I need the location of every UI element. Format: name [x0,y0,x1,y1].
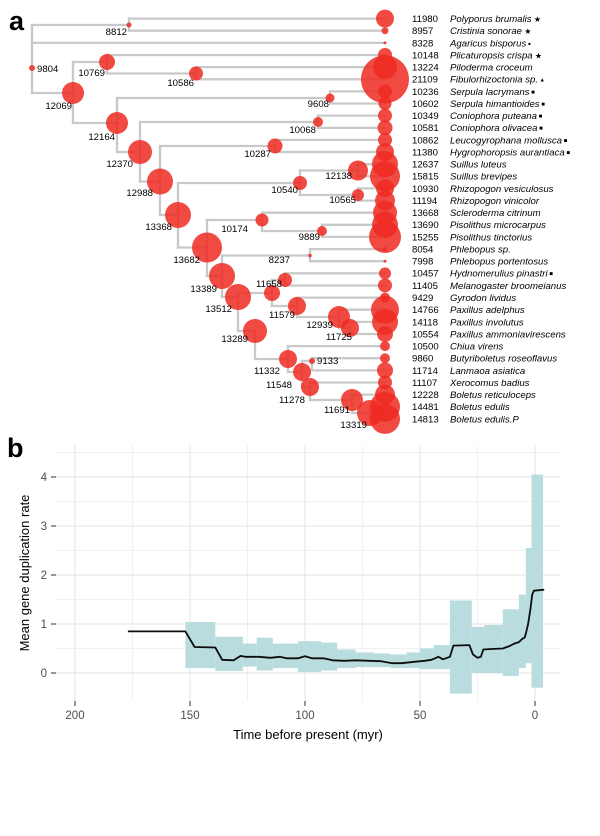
tip-gene-count: 14813 [412,414,439,426]
node-label: 13512 [205,304,232,315]
tip-duplication-circle [380,341,390,351]
panel-a-label: a [9,6,25,36]
y-axis-tick-label: 3 [40,521,47,533]
internal-node-circle [106,112,128,134]
node-label: 11691 [324,405,350,416]
tip-gene-count: 10581 [412,123,439,135]
tip-species-name: Phlebopus portentosus [450,256,549,268]
y-axis-tick-label: 4 [40,472,47,484]
node-label: 12939 [306,320,333,331]
node-label: 10769 [78,68,105,79]
internal-node-circle [308,254,312,258]
tip-species-name: Agaricus bisporus ● [450,38,532,50]
tip-gene-count: 9429 [412,292,434,304]
tip-species-name: Polyporus brumalis ★ [450,14,541,25]
tip-gene-count: 11714 [412,365,438,377]
tip-duplication-circle [384,41,387,44]
confidence-band-block [519,595,526,669]
node-label: 10565 [329,195,356,206]
node-label: 11725 [326,332,352,343]
node-label: 10174 [221,224,248,235]
tip-gene-count: 11405 [412,280,438,292]
tip-gene-count: 14481 [412,402,439,414]
confidence-band-block [243,644,257,667]
tip-species-name: Boletus reticuloceps [450,390,536,402]
tip-gene-count: 15255 [412,232,439,244]
tip-duplication-circle [382,27,389,34]
tip-gene-count: 10930 [412,183,439,195]
tip-species-name: Cristinia sonorae ★ [450,26,532,38]
tip-gene-count: 10500 [412,341,439,353]
tip-gene-count: 14118 [412,317,438,329]
node-label: 13319 [340,420,367,431]
tip-duplication-circle [378,84,392,98]
x-axis-tick-label: 0 [531,710,539,722]
tip-species-name: Gyrodon lividus [450,292,517,304]
square-icon: ■ [537,126,543,133]
node-label: 9804 [37,64,59,75]
tip-species-name: Melanogaster broomeianus [450,280,567,292]
internal-node-circle [256,214,269,227]
tip-species-name: Hydnomerulius pinastri ■ [450,268,553,280]
node-label: 11579 [269,310,295,321]
tip-species-name: Rhizopogon vinicolor [450,195,540,207]
confidence-band-block [185,622,215,668]
tip-gene-count: 11107 [412,377,438,389]
tip-gene-count: 7998 [412,256,434,268]
tip-gene-count: 11980 [412,14,438,25]
tip-gene-count: 9860 [412,353,434,365]
tip-duplication-circle [376,10,394,28]
tip-gene-count: 11194 [412,195,438,207]
y-axis-tick-label: 1 [40,619,47,631]
square-icon: ■ [539,101,545,108]
panel-b-label: b [7,433,24,463]
tip-species-name: Hygrophoropsis aurantiaca ■ [450,147,570,159]
node-label: 9608 [307,99,329,110]
node-label: 12069 [45,101,72,112]
tip-gene-count: 10148 [412,50,439,62]
node-label: 10586 [167,78,194,89]
confidence-band-block [337,649,355,668]
tip-species-name: Plicaturopsis crispa ★ [450,50,543,62]
tip-species-name: Xerocomus badius [450,377,530,389]
tip-species-name: Rhizopogon vesiculosus [450,183,554,195]
node-label: 10540 [271,185,298,196]
tip-gene-count: 8328 [412,38,434,50]
node-label: 10068 [289,125,316,136]
star-icon: ★ [531,15,541,24]
confidence-band-block [390,654,406,668]
x-axis-tick-label: 150 [180,710,200,722]
triangle-icon: ▲ [538,77,545,84]
node-label: 11332 [254,366,280,377]
tip-species-name: Paxillus involutus [450,317,524,329]
square-icon: ■ [529,89,535,96]
tip-species-name: Boletus edulis [450,402,510,414]
tip-gene-count: 8054 [412,244,434,256]
node-label: 13389 [190,284,217,295]
node-label: 12988 [126,188,153,199]
tip-duplication-circle [383,247,387,251]
tip-gene-count: 15815 [412,171,439,183]
tip-gene-count: 12228 [412,390,439,402]
node-label: 11548 [266,380,292,391]
tip-gene-count: 10602 [412,98,439,110]
tip-gene-count: 11380 [412,147,438,159]
tip-duplication-circle [384,260,387,263]
tip-duplication-circle [379,267,391,279]
x-axis-tick-label: 50 [413,710,427,722]
tip-species-name: Suillus brevipes [450,171,518,183]
y-axis-tick-label: 0 [40,668,47,680]
tip-species-name: Paxillus ammoniavirescens [450,329,566,341]
internal-node-circle [127,23,132,28]
tip-species-name: Paxillus adelphus [450,305,525,317]
tip-gene-count: 10862 [412,135,439,147]
y-axis-tick-label: 2 [40,570,47,582]
tip-species-name: Boletus edulis.P [450,414,519,426]
internal-node-circle [301,378,319,396]
tip-species-name: Pisolithus tinctorius [450,232,533,244]
internal-node-circle [29,65,35,71]
tip-species-name: Fibulorhizoctonia sp. ▲ [450,74,545,86]
square-icon: ■ [564,150,570,157]
confidence-band-block [321,643,337,671]
node-label: 12164 [88,132,115,143]
confidence-band-block [406,652,420,668]
tip-species-name: Pisolithus microcarpus [450,220,546,232]
tip-species-name: Coniophora puteana ■ [450,111,543,123]
dot-icon: ● [526,41,532,48]
tip-duplication-circle [378,278,392,292]
tip-gene-count: 10349 [412,111,439,123]
tip-gene-count: 21109 [412,74,438,86]
x-axis-tick-label: 100 [295,710,315,722]
node-label: 13368 [145,222,172,233]
node-label: 13289 [221,334,248,345]
tip-species-name: Lanmaoa asiatica [450,365,526,377]
node-label: 12138 [325,171,352,182]
internal-node-circle [309,358,315,364]
square-icon: ■ [547,271,553,278]
node-label: 13682 [173,255,200,266]
confidence-band-block [532,475,544,688]
internal-node-circle [279,350,297,368]
tip-gene-count: 10236 [412,86,439,98]
x-axis-title: Time before present (myr) [233,727,383,742]
tip-species-name: Leucogyrophana mollusca ■ [450,135,568,147]
tip-gene-count: 13690 [412,220,439,232]
tip-species-name: Chiua virens [450,341,504,353]
node-label: 8812 [105,27,127,38]
tip-species-name: Piloderma croceum [450,62,533,74]
tip-gene-count: 8957 [412,26,434,38]
node-label: 11278 [279,395,305,406]
phylogenetic-tree [29,10,570,434]
tip-gene-count: 10457 [412,268,439,280]
tip-species-name: Scleroderma citrinum [450,208,541,220]
tip-gene-count: 12637 [412,159,439,171]
tip-species-name: Serpula lacrymans ■ [450,86,535,98]
square-icon: ■ [562,138,568,145]
node-label: 10287 [244,149,271,160]
tip-species-name: Suillus luteus [450,159,507,171]
y-axis-title: Mean gene duplication rate [17,494,32,652]
confidence-band-block [273,644,298,669]
node-label: 8237 [268,255,290,266]
tip-duplication-circle [377,326,393,342]
x-axis-tick-label: 200 [65,710,85,722]
square-icon: ■ [536,114,543,121]
node-label: 9133 [317,356,339,367]
node-label: 11658 [256,279,282,290]
node-label: 9889 [298,232,320,243]
star-icon: ★ [522,27,532,37]
tip-species-name: Coniophora olivacea ■ [450,123,543,135]
star-icon: ★ [532,51,543,61]
tip-species-name: Butyriboletus roseoflavus [450,353,558,365]
tip-duplication-circle [380,353,390,363]
tip-duplication-circle [379,97,392,110]
tip-species-name: Serpula himantioides ■ [450,98,545,110]
duplication-rate-chart [41,445,560,722]
confidence-band-block [257,638,273,671]
node-label: 12370 [106,159,133,170]
tip-gene-count: 13224 [412,62,439,74]
tip-species-name: Phlebopus sp. [450,244,511,256]
tip-gene-count: 13668 [412,208,439,220]
tip-gene-count: 10554 [412,329,439,341]
tip-gene-count: 14766 [412,305,439,317]
